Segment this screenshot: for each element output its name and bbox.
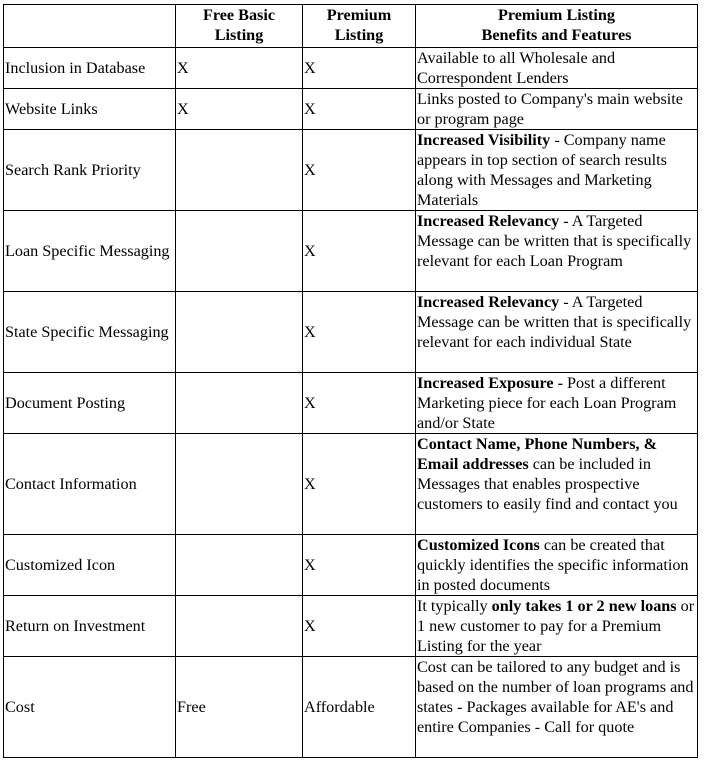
header-benefits-line-2: Benefits and Features <box>481 26 632 44</box>
benefits-cell <box>416 373 698 434</box>
premium-listing-cell: X <box>303 292 416 373</box>
header-benefits-line-1: Premium Listing <box>497 6 616 24</box>
benefit-highlight-text: Increased Relevancy <box>417 212 560 230</box>
header-benefits-features <box>416 5 698 48</box>
feature-cell: Document Posting <box>4 373 176 434</box>
benefit-text: can be created that quickly identifies the specific information in posted documents <box>417 536 689 594</box>
premium-listing-cell: X <box>303 89 416 130</box>
premium-listing-cell: X <box>303 596 416 657</box>
feature-cell: Cost <box>4 657 176 758</box>
benefit-text: Available to all Wholesale and Correspondent Lenders <box>417 49 616 87</box>
benefits-cell <box>416 535 698 596</box>
header-premium-line-2: Listing <box>334 26 384 44</box>
feature-cell: Customized Icon <box>4 535 176 596</box>
premium-listing-cell: X <box>303 373 416 434</box>
benefits-cell <box>416 292 698 373</box>
free-listing-cell <box>176 373 303 434</box>
table-row <box>4 89 698 130</box>
benefit-highlight-text: Contact Name, Phone Numbers, & Email addresses <box>417 435 658 473</box>
premium-listing-cell: X <box>303 535 416 596</box>
table-row <box>4 130 698 211</box>
free-listing-cell: X <box>176 89 303 130</box>
feature-cell: Website Links <box>4 89 176 130</box>
benefits-cell <box>416 657 698 758</box>
table-row <box>4 373 698 434</box>
table-row <box>4 434 698 535</box>
table-row <box>4 596 698 657</box>
benefit-highlight-text: Increased Visibility <box>417 131 551 149</box>
listing-comparison-table <box>3 4 698 758</box>
header-premium-line-1: Premium <box>326 6 392 24</box>
free-listing-cell <box>176 292 303 373</box>
free-listing-cell: X <box>176 48 303 89</box>
benefits-cell <box>416 48 698 89</box>
header-feature <box>4 5 176 48</box>
benefit-text: It typically <box>417 597 492 615</box>
comparison-table-wrapper <box>3 4 698 758</box>
benefit-text: - Company name appears in top section of search results along with Messages and Marketing Materials <box>417 131 667 209</box>
benefits-cell <box>416 596 698 657</box>
premium-listing-cell: X <box>303 130 416 211</box>
free-listing-cell <box>176 434 303 535</box>
premium-listing-cell: Affordable <box>303 657 416 758</box>
table-row <box>4 211 698 292</box>
benefit-text: Cost can be tailored to any budget and is based on the number of loan programs and states - Packages available for AE's and entire Companies - Call for quote <box>417 658 694 736</box>
benefits-cell <box>416 434 698 535</box>
feature-cell: Search Rank Priority <box>4 130 176 211</box>
feature-cell: State Specific Messaging <box>4 292 176 373</box>
benefits-cell <box>416 89 698 130</box>
benefits-cell <box>416 130 698 211</box>
free-listing-cell <box>176 596 303 657</box>
premium-listing-cell: X <box>303 211 416 292</box>
premium-listing-cell: X <box>303 48 416 89</box>
benefit-highlight-text: Increased Relevancy <box>417 293 560 311</box>
free-listing-cell: Free <box>176 657 303 758</box>
table-row <box>4 48 698 89</box>
benefit-text: can be included in Messages that enables prospective customers to easily find and contact you <box>417 455 678 513</box>
premium-listing-cell: X <box>303 434 416 535</box>
benefit-text: - A Targeted Message can be written that is specifically relevant for each Loan Program <box>417 212 692 270</box>
benefit-text: - A Targeted Message can be written that is specifically relevant for each individual State <box>417 293 692 351</box>
table-row <box>4 535 698 596</box>
header-free-line-1: Free Basic <box>202 6 276 24</box>
benefit-text: Links posted to Company's main website or program page <box>417 90 683 128</box>
benefit-text: or 1 new customer to pay for a Premium Listing for the year <box>417 597 695 655</box>
feature-cell: Contact Information <box>4 434 176 535</box>
header-row <box>4 5 698 48</box>
free-listing-cell <box>176 130 303 211</box>
benefits-cell <box>416 211 698 292</box>
header-premium-listing <box>303 5 416 48</box>
benefit-text: Post a different Marketing piece for each Loan Program and/or State <box>417 374 677 432</box>
benefit-highlight-text: Increased Exposure - <box>417 374 563 392</box>
benefit-highlight-text: only takes 1 or 2 new loans <box>491 597 677 615</box>
header-free-basic-listing <box>176 5 303 48</box>
feature-cell: Inclusion in Database <box>4 48 176 89</box>
feature-cell: Loan Specific Messaging <box>4 211 176 292</box>
table-row <box>4 292 698 373</box>
free-listing-cell <box>176 211 303 292</box>
free-listing-cell <box>176 535 303 596</box>
benefit-highlight-text: Customized Icons <box>417 536 540 554</box>
header-free-line-2: Listing <box>214 26 264 44</box>
feature-cell: Return on Investment <box>4 596 176 657</box>
table-row <box>4 657 698 758</box>
